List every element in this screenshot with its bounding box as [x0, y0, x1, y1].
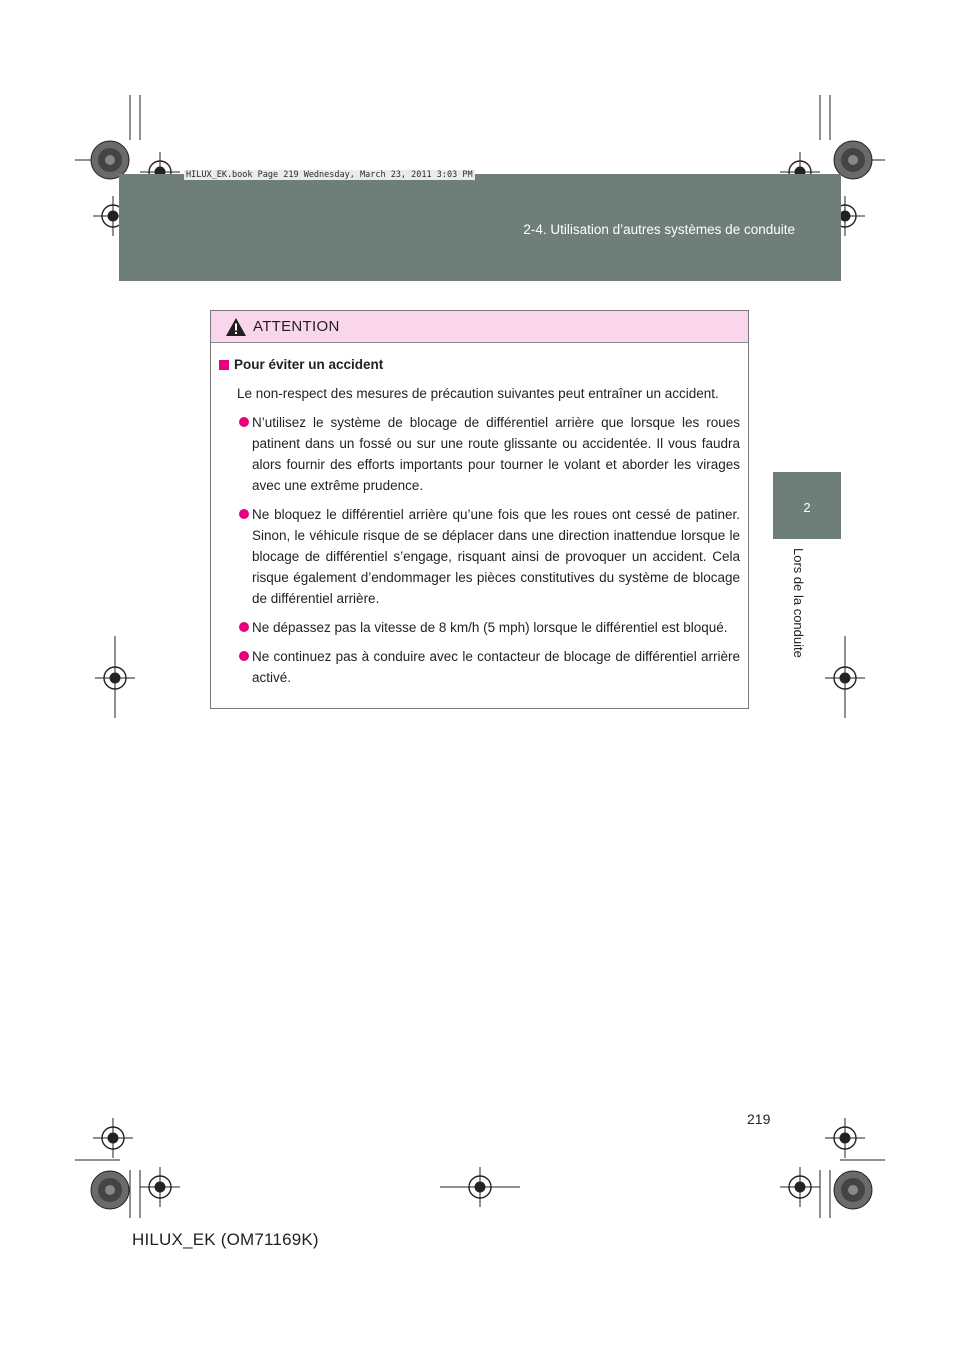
warning-title: ATTENTION	[253, 318, 340, 335]
dot-bullet-icon	[239, 651, 249, 661]
warning-subheading-text: Pour éviter un accident	[234, 357, 384, 372]
list-item-text: Ne dépassez pas la vitesse de 8 km/h (5 mph) lorsque le différentiel est bloqué.	[252, 620, 728, 635]
list-item-text: Ne continuez pas à conduire avec le contacteur de blocage de différentiel arrière activé.	[252, 649, 740, 685]
list-item	[239, 617, 740, 638]
side-tab	[773, 472, 841, 539]
dot-bullet-icon	[239, 417, 249, 427]
warning-intro: Le non-respect des mesures de précaution suivantes peut entraîner un accident.	[237, 386, 719, 401]
footer-model-code: HILUX_EK (OM71169K)	[132, 1230, 319, 1249]
dot-bullet-icon	[239, 622, 249, 632]
square-bullet-icon	[219, 360, 229, 370]
list-item-text: Ne bloquez le différentiel arrière qu’une fois que les roues ont cessé de patiner. Sinon, le véhicule risque de se déplacer dans une direction inattendue lorsque le blocage de différentiel s’engage, risquant ainsi de provoquer un accident. Cela risque également d’endommager les pièces constitutives du système de blocage de différentiel arrière.	[252, 507, 740, 606]
list-item	[239, 646, 740, 688]
section-title: 2-4. Utilisation d’autres systèmes de conduite	[523, 222, 795, 237]
list-item	[239, 412, 740, 496]
list-item-text: N’utilisez le système de blocage de différentiel arrière que lorsque les roues patinent dans un fossé ou sur une route glissante ou accidentée. Il vous faudra alors fournir des efforts importants pour tourner le volant et aborder les virages avec une extrême prudence.	[252, 415, 740, 493]
warning-triangle-icon	[225, 317, 247, 337]
warning-subheading	[219, 354, 740, 375]
side-tab-number: 2	[803, 500, 811, 515]
warning-header	[211, 311, 748, 343]
dot-bullet-icon	[239, 509, 249, 519]
warning-body	[211, 343, 748, 688]
book-stamp: HILUX_EK.book Page 219 Wednesday, March 23, 2011 3:03 PM	[186, 170, 473, 180]
list-item	[239, 504, 740, 609]
side-tab-label: Lors de la conduite	[791, 548, 806, 658]
page-number: 219	[747, 1111, 771, 1127]
warning-box	[210, 310, 749, 709]
